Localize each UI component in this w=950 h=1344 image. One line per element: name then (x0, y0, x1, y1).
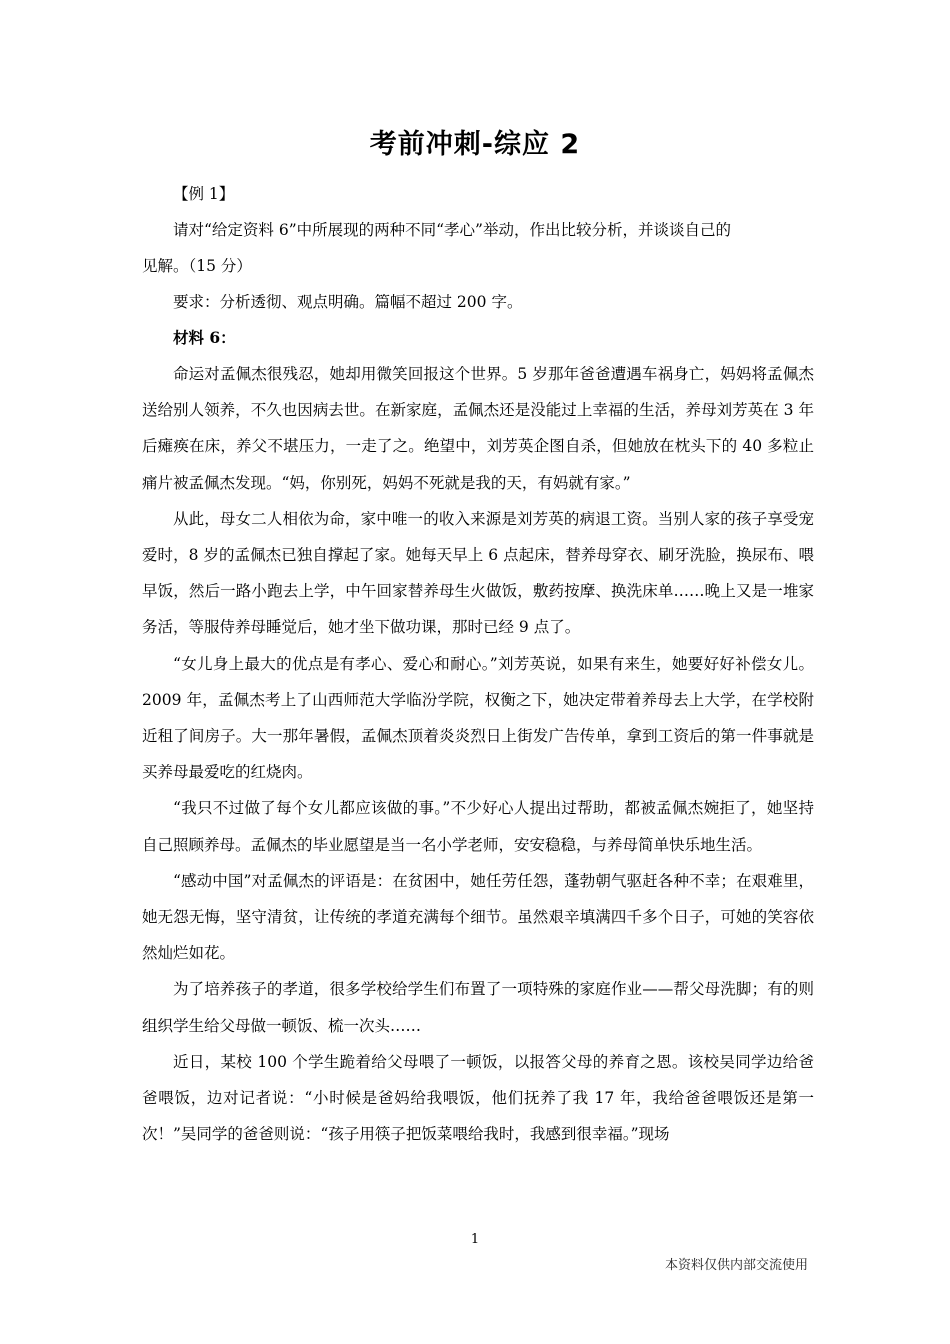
footer-note: 本资料仅供内部交流使用 (664, 1258, 808, 1273)
document-body (142, 176, 814, 1152)
question-line-1: 请对“给定资料 6”中所展现的两种不同“孝心”举动，作出比较分析，并谈谈自己的 (173, 221, 731, 239)
paragraph: 近日，某校 100 个学生跪着给父母喂了一顿饭，以报答父母的养育之恩。该校吴同学边给爸爸喂饭，边对记者说：“小时候是爸妈给我喂饭，他们抚养了我 17 年，我给爸爸喂饭还是第一次！”吴同学的爸爸则说：“孩子用筷子把饭菜喂给我时，我感到很幸福。”现场 (142, 1052, 814, 1144)
paragraph: “女儿身上最大的优点是有孝心、爱心和耐心。”刘芳英说，如果有来生，她要好好补偿女儿。2009 年，孟佩杰考上了山西师范大学临汾学院，权衡之下，她决定带着养母去上大学，在学校附近租了间房子。大一那年暑假，孟佩杰顶着炎炎烈日上街发广告传单，拿到工资后的第一件事就是买养母最爱吃的红烧肉。 (142, 654, 814, 782)
question-line-2: 见解。（15 分） (142, 257, 252, 275)
page-number: 1 (470, 1232, 480, 1247)
page-title: 考前冲刺-综应 2 (369, 129, 581, 160)
paragraph: 从此，母女二人相依为命，家中唯一的收入来源是刘芳英的病退工资。当别人家的孩子享受宠爱时，8 岁的孟佩杰已独自撑起了家。她每天早上 6 点起床，替养母穿衣、刷牙洗脸，换尿布、喂早饭，然后一路小跑去上学，中午回家替养母生火做饭，敷药按摩、换洗床单……晚上又是一堆家务活，等服侍养母睡觉后，她才坐下做功课，那时已经 9 点了。 (142, 509, 814, 637)
paragraph: 为了培养孩子的孝道，很多学校给学生们布置了一项特殊的家庭作业——帮父母洗脚；有的则组织学生给父母做一顿饭、梳一次头…… (142, 980, 814, 1035)
paragraph: “感动中国”对孟佩杰的评语是：在贫困中，她任劳任怨，蓬勃朝气驱赶各种不幸；在艰难里，她无怨无悔，坚守清贫，让传统的孝道充满每个细节。虽然艰辛填满四千多个日子，可她的笑容依然灿烂如花。 (142, 871, 814, 963)
material-label: 材料 6： (173, 328, 236, 347)
paragraph: “我只不过做了每个女儿都应该做的事。”不少好心人提出过帮助，都被孟佩杰婉拒了，她坚持自己照顾养母。孟佩杰的毕业愿望是当一名小学老师，安安稳稳，与养母简单快乐地生活。 (142, 799, 814, 854)
requirement-text: 要求：分析透彻、观点明确。篇幅不超过 200 字。 (173, 293, 523, 311)
paragraph: 命运对孟佩杰很残忍，她却用微笑回报这个世界。5 岁那年爸爸遭遇车祸身亡，妈妈将孟佩杰送给别人领养，不久也因病去世。在新家庭，孟佩杰还是没能过上幸福的生活，养母刘芳英在 3 年后瘫痪在床，养父不堪压力，一走了之。绝望中，刘芳英企图自杀，但她放在枕头下的 40 多粒止痛片被孟佩杰发现。“妈，你别死，妈妈不死就是我的天，有妈就有家。” (142, 365, 814, 492)
example-label: 【例 1】 (173, 185, 235, 203)
